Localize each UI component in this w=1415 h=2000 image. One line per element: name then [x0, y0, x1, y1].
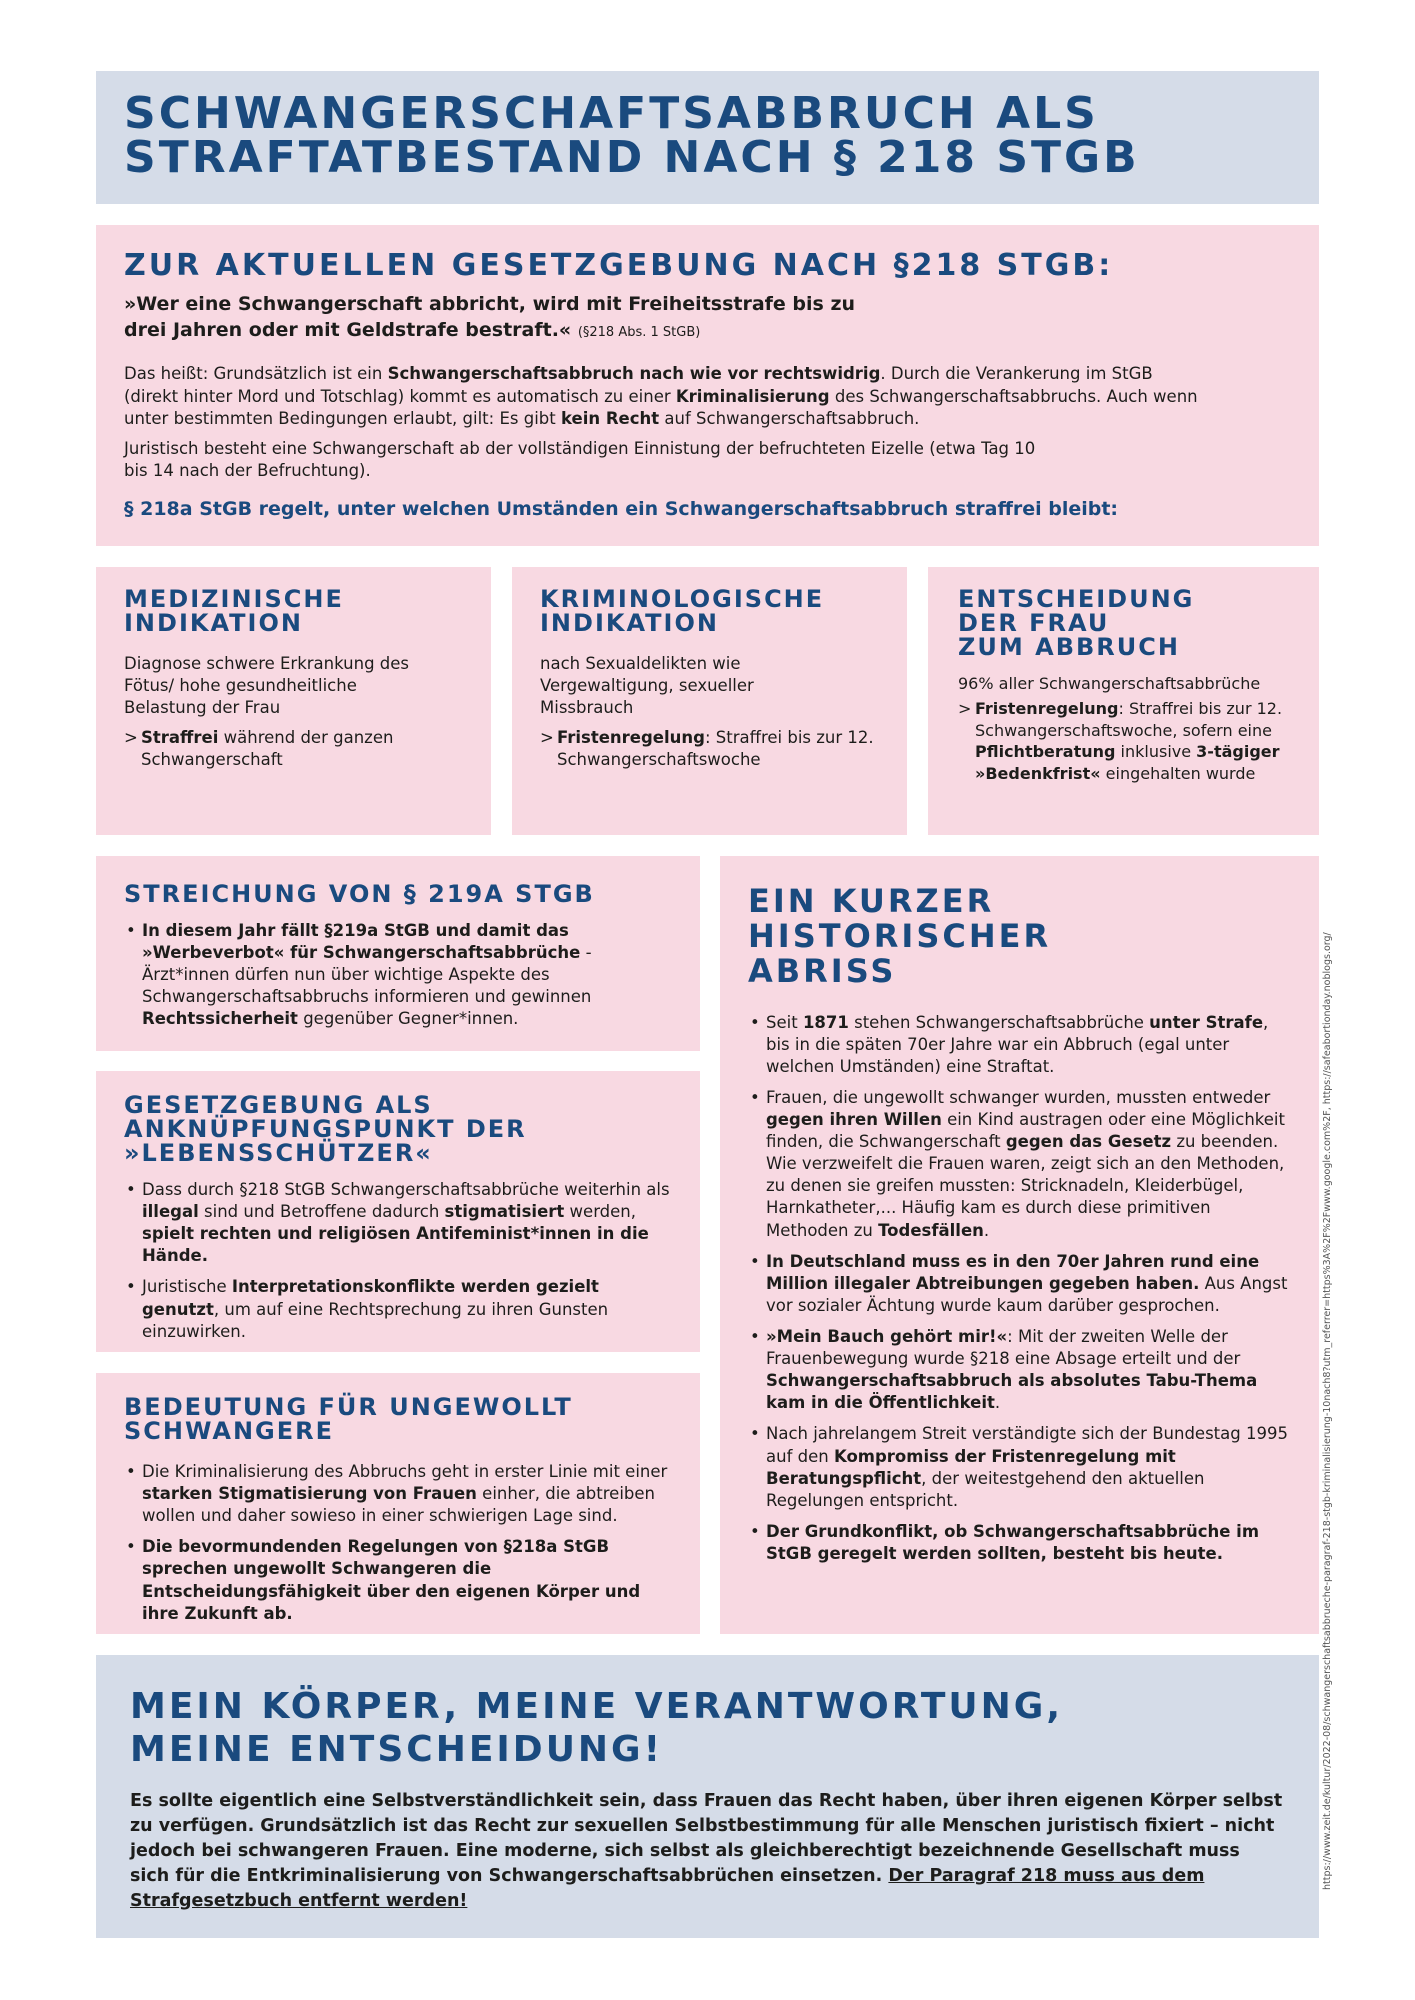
bedeutung-heading [124, 1395, 672, 1443]
indication-rule [124, 727, 463, 771]
text-bold: 3-tägiger »Bedenkfrist« [975, 742, 1280, 783]
text-bold: Todesfällen [878, 1220, 984, 1240]
list-item [748, 1521, 1291, 1565]
section-219a-box [96, 856, 700, 1051]
footer-box [96, 1655, 1319, 1938]
list-item [124, 1461, 672, 1527]
text-bold: gegen das Gesetz [1005, 1132, 1172, 1152]
text: Die Kriminalisierung des Abbruchs geht in erster Linie mit einer [142, 1462, 668, 1481]
title-line-1: SCHWANGERSCHAFTSABBRUCH ALS [124, 88, 1099, 139]
indication-description: Diagnose schwere Erkrankung des Fötus/ hohe gesundheitliche Belastung der Frau [124, 654, 410, 718]
text-bold: Die bevormundenden Regelungen von §218a StGB sprechen ungewollt Schwangeren die Entscheidungsfähigkeit über den eigenen Körper und ihre Zukunft ab. [142, 1537, 641, 1623]
text: während der ganzen Schwangerschaft [141, 728, 394, 770]
text: : Straffrei bis zur 12. Schwangerschaftswoche, sofern eine [975, 699, 1283, 740]
heading-line: BEDEUTUNG FÜR UNGEWOLLT [124, 1393, 573, 1421]
section-219a-heading: STREICHUNG VON § 219A STGB [124, 880, 595, 908]
text-bold: In diesem Jahr fällt §219a StGB und damit das »Werbeverbot« für Schwangerschaftsabbrüche [142, 921, 581, 963]
list-item [124, 1276, 672, 1342]
text: ein Kind austragen oder eine Möglichkeit finden, die Schwangerschaft [766, 1110, 1285, 1152]
text: zu beenden. Wie verzweifelt die Frauen waren, zeigt sich an den Methoden, zu denen sie greifen mussten: Stricknadeln, Kleiderbügel, Harnkatheter,... Häufig kam es durch diese primitiven Methoden zu [766, 1132, 1285, 1240]
title-line: INDIKATION [540, 609, 719, 637]
lebensschuetzer-heading [124, 1093, 672, 1165]
bedeutung-list [124, 1461, 672, 1625]
text: Seit [766, 1012, 803, 1032]
text: , der weitestgehend den aktuellen Regelungen entspricht. [766, 1468, 1205, 1510]
text-bold: stigmatisiert [444, 1202, 565, 1222]
list-item [748, 1251, 1291, 1317]
quote-line-2: drei Jahren oder mit Geldstrafe bestraft.« [124, 319, 572, 342]
text: des Schwangerschaftsabbruchs. Auch wenn unter bestimmten Bedingungen erlaubt, gilt: Es gibt [124, 386, 1198, 428]
section-219a-list [124, 920, 672, 1031]
indication-medical [96, 567, 491, 835]
text-bold: spielt rechten und religiösen Antifeminist*innen in die Hände. [142, 1224, 649, 1266]
underlined-demand: Der Paragraf 218 muss aus dem Strafgesetzbuch entfernt werden! [130, 1865, 1205, 1911]
title-line: ENTSCHEIDUNG [958, 585, 1195, 613]
text: - Ärzt*innen dürfen nun über wichtige Aspekte des Schwangerschaftsabbruchs informieren und gewinnen [142, 943, 592, 1007]
text-bold: Straffrei [141, 728, 219, 748]
indication-description: nach Sexualdelikten wie Vergewaltigung, sexueller Missbrauch [540, 654, 754, 718]
lebensschuetzer-box [96, 1071, 700, 1352]
current-law-box [96, 225, 1319, 546]
list-item [124, 920, 672, 1031]
list-item [124, 1179, 672, 1267]
text-bold: Schwangerschaftsabbruch nach wie vor rechtswidrig [387, 364, 881, 384]
heading-line: SCHWANGERE [124, 1417, 335, 1445]
current-law-heading: ZUR AKTUELLEN GESETZGEBUNG NACH §218 STGB: [124, 248, 1114, 283]
heading-line: EIN KURZER [748, 882, 995, 920]
text-bold: 1871 [802, 1012, 849, 1032]
law-quote [124, 291, 1291, 343]
text-bold: starken Stigmatisierung von Frauen [142, 1484, 477, 1504]
bedeutung-box [96, 1373, 700, 1634]
law-explanation [124, 363, 1204, 429]
text: . [983, 1220, 990, 1240]
text: . Durch die Verankerung im StGB (direkt hinter Mord und Totschlag) kommt es automatisch zu einer [124, 364, 1153, 406]
title-line-2: STRAFTATBESTAND NACH § 218 STGB [124, 132, 1140, 183]
text-bold: Interpretationskonflikte werden gezielt genutzt [142, 1277, 599, 1319]
heading-line: ABRISS [748, 952, 897, 991]
text-bold: gegen ihren Willen [766, 1110, 942, 1129]
text-bold: In Deutschland muss es in den 70er Jahren rund eine Million illegaler Abtreibungen gegeben haben. [766, 1251, 1260, 1293]
text: Es sollte eigentlich eine Selbstverständlichkeit sein, dass Frauen das Recht haben, über ihren eigenen Körper selbst zu verfügen. Grundsätzlich ist das Recht zur sexuellen Selbstbestimmung für alle Menschen juristisch fixiert – nicht jedoch bei schwangeren Frauen. Eine moderne, sich selbst als gleichberechtigt bezeichnende Gesellschaft muss sich für die Entkriminalisierung von Schwangerschaftsabbrüchen einsetzen. [130, 1791, 1283, 1886]
heading-line: MEIN KÖRPER, MEINE VERANTWORTUNG, [130, 1686, 1063, 1727]
text: einher, die abtreiben wollen und daher sowieso in einer schwierigen Lage sind. [142, 1484, 655, 1526]
heading-line: HISTORISCHER [748, 917, 1052, 956]
heading-line: MEINE ENTSCHEIDUNG! [130, 1729, 664, 1771]
text-bold: Rechtssicherheit [142, 1009, 298, 1029]
indication-criminological [512, 567, 907, 835]
section-218a-note: § 218a StGB regelt, unter welchen Umständen ein Schwangerschaftsabbruch straffrei bleibt: [124, 497, 1119, 520]
title-line: MEDIZINISCHE [124, 585, 344, 613]
title-line: ZUM ABBRUCH [958, 633, 1180, 661]
indication-description: 96% aller Schwangerschaftsabbrüche [958, 674, 1261, 693]
text: . [994, 1393, 1001, 1413]
text-bold: Kriminalisierung [675, 386, 830, 406]
text: : Straffrei bis zur 12. Schwangerschaftswoche [557, 728, 874, 770]
text-bold: kein Recht [560, 408, 660, 428]
text: gegenüber Gegner*innen. [297, 1009, 519, 1029]
text: sind und Betroffene dadurch [198, 1202, 445, 1222]
indication-title [958, 587, 1289, 659]
list-item [124, 1536, 672, 1624]
text-bold: Fristenregelung [975, 699, 1119, 719]
text-bold: illegal [142, 1202, 199, 1222]
pregnancy-definition: Juristisch besteht eine Schwangerschaft ab der vollständigen Einnistung der befruchteten Eizelle (etwa Tag 10 bis 14 nach der Befruchtung). [124, 438, 1036, 480]
text: eingehalten wurde [1100, 763, 1256, 783]
title-line: INDIKATION [124, 609, 303, 637]
text: inklusive [1115, 742, 1197, 762]
text: Frauen, die ungewollt schwanger wurden, mussten entweder [766, 1087, 1271, 1107]
history-list [748, 1012, 1291, 1566]
list-item [748, 1423, 1291, 1511]
indication-title [124, 587, 463, 635]
indication-rule [958, 698, 1289, 784]
list-item [748, 1326, 1291, 1414]
heading-line: »LEBENSSCHÜTZER« [124, 1139, 433, 1167]
history-box [720, 856, 1319, 1634]
header-box [96, 71, 1319, 204]
text: , um auf eine Rechtsprechung zu ihren Gunsten einzuwirken. [142, 1299, 609, 1341]
text-bold: Schwangerschaftsabbruch als absolutes Tabu-Thema kam in die Öffentlichkeit [766, 1371, 1258, 1413]
indication-rule [540, 727, 877, 771]
list-item [748, 1087, 1291, 1242]
footer-text [130, 1789, 1285, 1913]
text-bold: unter Strafe [1149, 1012, 1264, 1032]
text: Juristische [142, 1277, 232, 1297]
list-item [748, 1012, 1291, 1078]
text-bold: Pflichtberatung [975, 742, 1116, 762]
quote-source: (§218 Abs. 1 StGB) [577, 325, 701, 341]
text: Nach jahrelangem Streit verständigte sich der Bundestag 1995 auf den [766, 1424, 1288, 1466]
text: auf Schwangerschaftsabbruch. [659, 408, 920, 428]
quote-line-1: »Wer eine Schwangerschaft abbricht, wird mit Freiheitsstrafe bis zu [124, 293, 856, 315]
indication-womans-decision [928, 567, 1319, 835]
history-heading [748, 884, 1291, 990]
title-line: KRIMINOLOGISCHE [540, 585, 825, 613]
text: Aus Angst vor sozialer Ächtung wurde kaum darüber gesprochen. [766, 1273, 1288, 1315]
footer-heading [130, 1685, 1285, 1771]
lebensschuetzer-list [124, 1179, 672, 1343]
text-bold: Der Grundkonflikt, ob Schwangerschaftsabbrüche im StGB geregelt werden sollten, besteht bis heute. [766, 1521, 1260, 1563]
text: werden, [564, 1202, 637, 1222]
text: Das heißt: Grundsätzlich ist ein [124, 364, 388, 384]
indication-title [540, 587, 879, 635]
text-bold: »Mein Bauch gehört mir!« [766, 1326, 1008, 1346]
heading-line: GESETZGEBUNG ALS [124, 1091, 433, 1119]
text-bold: Kompromiss der Fristenregelung mit Beratungspflicht [766, 1446, 1176, 1488]
text: : Mit der zweiten Welle der Frauenbewegung wurde §218 eine Absage erteilt und der [766, 1326, 1241, 1369]
text: Dass durch §218 StGB Schwangerschaftsabbrüche weiterhin als [142, 1180, 670, 1199]
title-line: DER FRAU [958, 609, 1110, 637]
source-note: https://www.zeit.de/kultur/2022-08/schwangerschaftsabbrueche-paragraf-218-stgb-kriminalisierung-10nach8?utm_referrer=https%3A%2F%2Fwww.google.com%2F, https://safeabortionday.noblogs.org/ [1322, 932, 1333, 1890]
text-bold: Fristenregelung [557, 728, 705, 748]
text: , bis in die späten 70er Jahre war ein Abbruch (egal unter welchen Umständen) eine Straftat. [766, 1012, 1269, 1076]
heading-line: ANKNÜPFUNGSPUNKT DER [124, 1115, 527, 1143]
page-title [124, 88, 1291, 183]
text: stehen Schwangerschaftsabbrüche [848, 1012, 1150, 1032]
